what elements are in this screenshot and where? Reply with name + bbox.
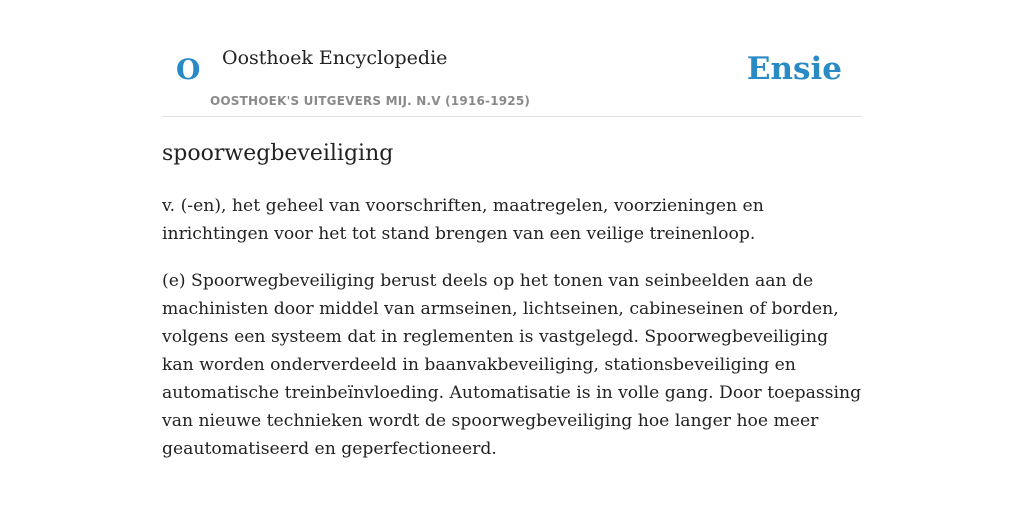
- encyclopedia-title[interactable]: Oosthoek Encyclopedie: [222, 47, 448, 69]
- ensie-brand-link[interactable]: Ensie: [746, 51, 842, 87]
- entry-headword: spoorwegbeveiliging: [162, 141, 394, 166]
- page: [162, 0, 862, 512]
- entry-body: (e) Spoorwegbeveiliging berust deels op het tonen van seinbeelden aan de machinisten door middel van armseinen, lichtseinen, cabineseinen of borden, volgens een systeem dat in reglementen is vastgelegd. Spoorwegbeveiliging kan worden onderverdeeld in baanvakbeveiliging, stationsbeveiliging en automatische treinbeïnvloeding. Automatisatie is in volle gang. Door toepassing van nieuwe technieken wordt de spoorwegbeveiliging hoe langer hoe meer geautomatiseerd en geperfectioneerd.: [162, 271, 862, 459]
- header: [162, 0, 862, 117]
- publisher-label: OOSTHOEK'S UITGEVERS MIJ. N.V (1916-1925): [210, 94, 531, 108]
- entry-definition: v. (-en), het geheel van voorschriften, maatregelen, voorzieningen en inrichtingen voor het tot stand brengen van een veilige treinenloop.: [162, 196, 764, 244]
- encyclopedia-logo-icon[interactable]: O: [176, 53, 201, 86]
